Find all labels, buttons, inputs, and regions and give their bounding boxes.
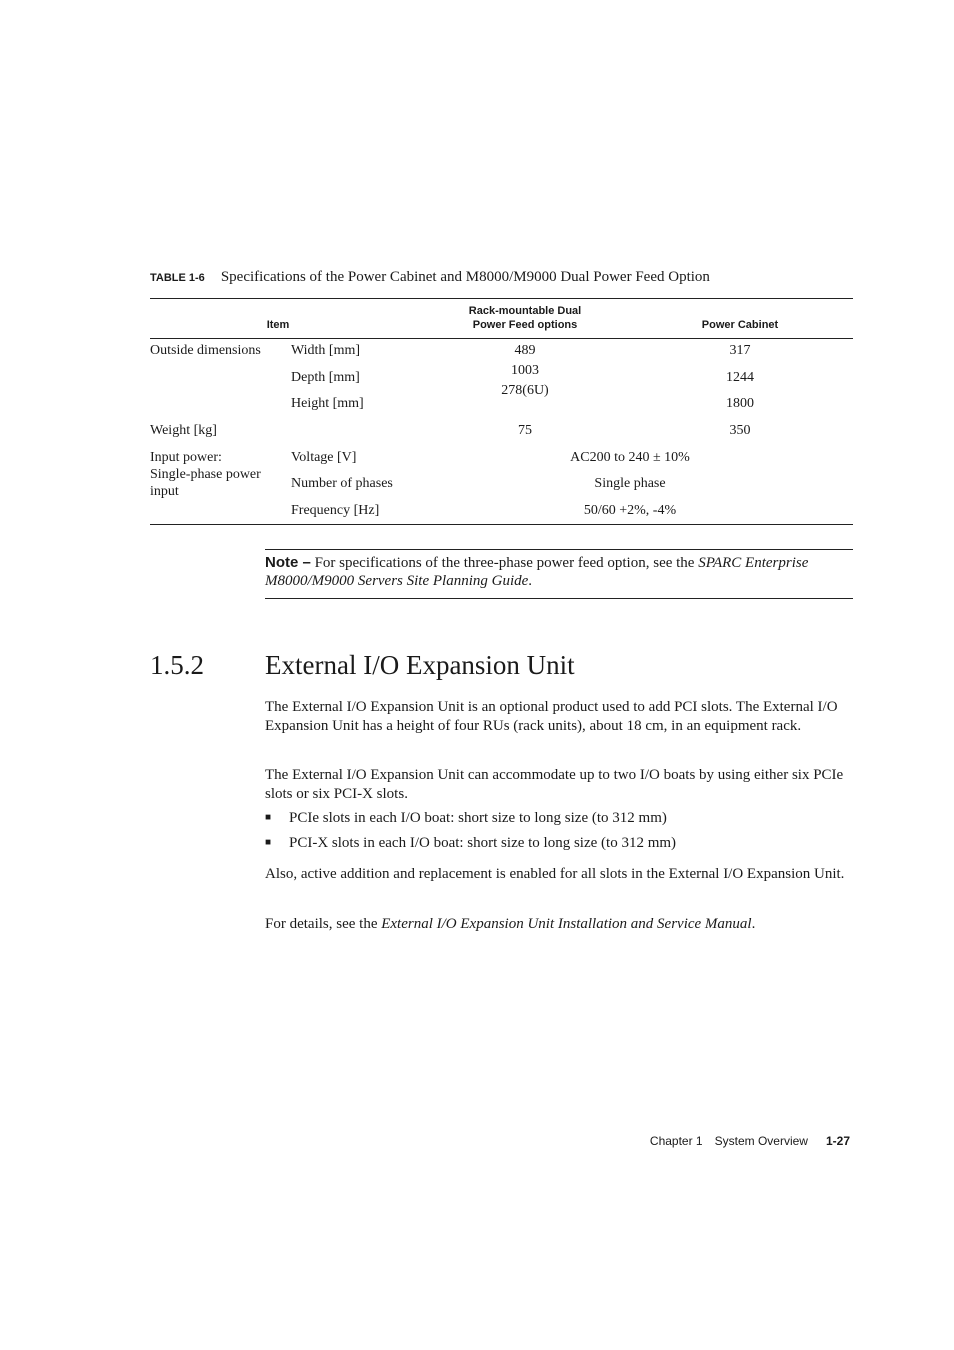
paragraph-4-italic: External I/O Expansion Unit Installation and Service Manual bbox=[381, 916, 752, 932]
phases-value: Single phase bbox=[594, 476, 666, 491]
footer-chapter: Chapter 1 bbox=[649, 1134, 703, 1148]
paragraph-4 bbox=[265, 915, 855, 934]
width-label: Width [mm] bbox=[291, 343, 361, 358]
note-box bbox=[265, 554, 853, 590]
header-rack-line2: Power Feed options bbox=[472, 319, 578, 331]
depth-rack: 1003 bbox=[511, 363, 539, 378]
note-text: For specifications of the three-phase power feed option, see the bbox=[314, 555, 695, 571]
input-power-line2: Single-phase power bbox=[150, 467, 261, 482]
list-item-text: PCI-X slots in each I/O boat: short size to long size (to 312 mm) bbox=[289, 835, 677, 851]
height-cabinet: 1800 bbox=[726, 396, 754, 411]
table-caption-label: TABLE 1-6 bbox=[150, 272, 205, 284]
depth-label: Depth [mm] bbox=[291, 370, 360, 385]
paragraph-3: Also, active addition and replacement is enabled for all slots in the External I/O Expansion Unit. bbox=[265, 866, 845, 882]
weight-rack: 75 bbox=[518, 423, 532, 438]
list-item bbox=[265, 809, 855, 827]
header-power-cabinet: Power Cabinet bbox=[701, 319, 779, 331]
note-label: Note – bbox=[265, 554, 311, 571]
list-item-text: PCIe slots in each I/O boat: short size to long size (to 312 mm) bbox=[289, 810, 667, 826]
note-italic: SPARC Enterprise M8000/M9000 Servers Site Planning Guide bbox=[265, 555, 809, 589]
note-end: . bbox=[528, 573, 533, 589]
rack-extra: 278(6U) bbox=[501, 383, 549, 398]
table-bottom-rule bbox=[150, 524, 853, 525]
section-number: 1.5.2 bbox=[150, 650, 204, 680]
footer-page-number: 1-27 bbox=[825, 1134, 850, 1148]
input-power-line3: input bbox=[150, 484, 179, 499]
voltage-label: Voltage [V] bbox=[291, 450, 357, 465]
paragraph-4-end: . bbox=[751, 916, 756, 932]
phases-label: Number of phases bbox=[291, 476, 393, 491]
weight-cabinet: 350 bbox=[729, 423, 751, 438]
frequency-value: 50/60 +2%, -4% bbox=[583, 503, 677, 518]
row-outside-dimensions: Outside dimensions bbox=[150, 343, 261, 358]
voltage-value: AC200 to 240 ± 10% bbox=[570, 450, 690, 465]
width-cabinet: 317 bbox=[729, 343, 751, 358]
note-bottom-rule bbox=[265, 598, 853, 599]
table-caption bbox=[150, 269, 860, 286]
bullet-square-icon: ■ bbox=[265, 837, 272, 848]
bullet-square-icon: ■ bbox=[265, 812, 272, 823]
header-item: Item bbox=[266, 319, 290, 331]
table-caption-text: Specifications of the Power Cabinet and M8000/M9000 Dual Power Feed Option bbox=[220, 269, 710, 285]
list-item bbox=[265, 834, 855, 852]
width-rack: 489 bbox=[514, 343, 536, 358]
height-label: Height [mm] bbox=[291, 396, 364, 411]
paragraph-2: The External I/O Expansion Unit can accommodate up to two I/O boats by using either six PCIe slots or six PCI-X slots. bbox=[265, 767, 844, 802]
footer-title: System Overview bbox=[714, 1134, 808, 1148]
paragraph-1: The External I/O Expansion Unit is an optional product used to add PCI slots. The External I/O Expansion Unit has a height of four RUs (rack units), about 18 cm, in an equipment rack. bbox=[265, 699, 838, 734]
weight-label: Weight [kg] bbox=[150, 423, 217, 438]
input-power-line1: Input power: bbox=[150, 450, 222, 465]
header-rack-line1: Rack-mountable Dual bbox=[468, 305, 582, 317]
section-title: External I/O Expansion Unit bbox=[265, 650, 575, 680]
paragraph-4-start: For details, see the bbox=[265, 916, 378, 932]
note-top-rule bbox=[265, 549, 853, 550]
table-header-rule bbox=[150, 338, 853, 339]
frequency-label: Frequency [Hz] bbox=[291, 503, 380, 518]
page-footer bbox=[600, 1134, 850, 1148]
depth-cabinet: 1244 bbox=[726, 370, 754, 385]
table-top-rule bbox=[150, 298, 853, 299]
